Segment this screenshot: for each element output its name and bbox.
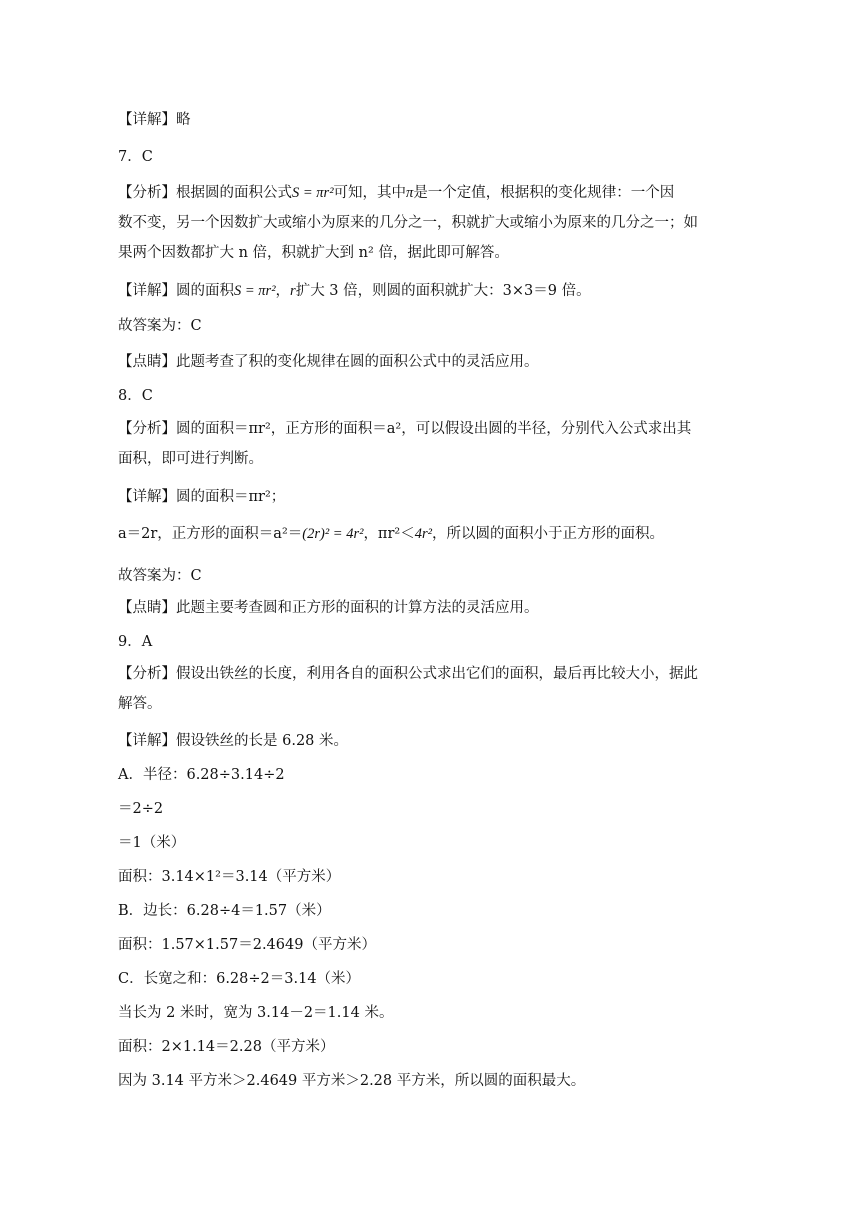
- answer-q8: 8．C: [118, 388, 153, 404]
- conclusion-q7: 故答案为：C: [118, 318, 202, 334]
- formula-four-r2: 4r²: [414, 526, 432, 542]
- formula-circle-area: S = πr²: [292, 185, 334, 201]
- detail-q6: 【详解】略: [118, 112, 191, 128]
- calc-a-step2: ＝1（米）: [118, 835, 186, 851]
- detail-q8-line2: a＝2r，正方形的面积＝a²＝(2r)² = 4r²，πr²＜4r²，所以圆的面积小于正方形的面积。: [118, 526, 664, 542]
- analysis-q7-line3: 果两个因数都扩大 n 倍，积就扩大到 n² 倍，据此即可解答。: [118, 245, 509, 261]
- calc-c-sum: C．长宽之和：6.28÷2＝3.14（米）: [118, 971, 361, 987]
- formula-square-area: (2r)² = 4r²: [302, 526, 364, 542]
- detail-q7: 【详解】圆的面积S = πr²，r扩大 3 倍，则圆的面积就扩大：3×3＝9 倍。: [118, 283, 591, 299]
- calc-c-area: 面积：2×1.14＝2.28（平方米）: [118, 1039, 335, 1055]
- detail-q9: 【详解】假设铁丝的长是 6.28 米。: [118, 733, 349, 749]
- calc-b-side: B．边长：6.28÷4＝1.57（米）: [118, 903, 331, 919]
- analysis-q7-line1: 【分析】根据圆的面积公式S = πr²可知，其中π是一个定值，根据积的变化规律：一个因: [118, 185, 675, 201]
- analysis-q8-line1: 【分析】圆的面积＝πr²，正方形的面积＝a²，可以假设出圆的半径，分别代入公式求出其: [118, 421, 692, 437]
- calc-a-area: 面积：3.14×1²＝3.14（平方米）: [118, 869, 341, 885]
- calc-b-area: 面积：1.57×1.57＝2.4649（平方米）: [118, 937, 376, 953]
- analysis-q8-line2: 面积，即可进行判断。: [118, 451, 263, 467]
- analysis-q9-line1: 【分析】假设出铁丝的长度，利用各自的面积公式求出它们的面积，最后再比较大小，据此: [118, 666, 698, 682]
- formula-circle-area: S = πr²: [234, 283, 276, 299]
- symbol-pi: π: [406, 185, 414, 201]
- analysis-q9-line2: 解答。: [118, 696, 162, 712]
- comment-q8: 【点睛】此题主要考查圆和正方形的面积的计算方法的灵活应用。: [118, 600, 539, 616]
- comment-q7: 【点睛】此题考查了积的变化规律在圆的面积公式中的灵活应用。: [118, 354, 539, 370]
- comparison-conclusion: 因为 3.14 平方米＞2.4649 平方米＞2.28 平方米，所以圆的面积最大。: [118, 1073, 586, 1089]
- calc-c-width: 当长为 2 米时，宽为 3.14－2＝1.14 米。: [118, 1005, 394, 1021]
- calc-a-step1: ＝2÷2: [118, 801, 164, 817]
- answer-q7: 7．C: [118, 149, 153, 165]
- calc-a-radius: A．半径：6.28÷3.14÷2: [118, 767, 285, 783]
- analysis-q7-line2: 数不变，另一个因数扩大或缩小为原来的几分之一，积就扩大或缩小为原来的几分之一；如: [118, 215, 698, 231]
- symbol-r: r: [290, 283, 296, 299]
- detail-q8-line1: 【详解】圆的面积＝πr²；: [118, 489, 286, 505]
- answer-q9: 9．A: [118, 634, 153, 650]
- conclusion-q8: 故答案为：C: [118, 568, 202, 584]
